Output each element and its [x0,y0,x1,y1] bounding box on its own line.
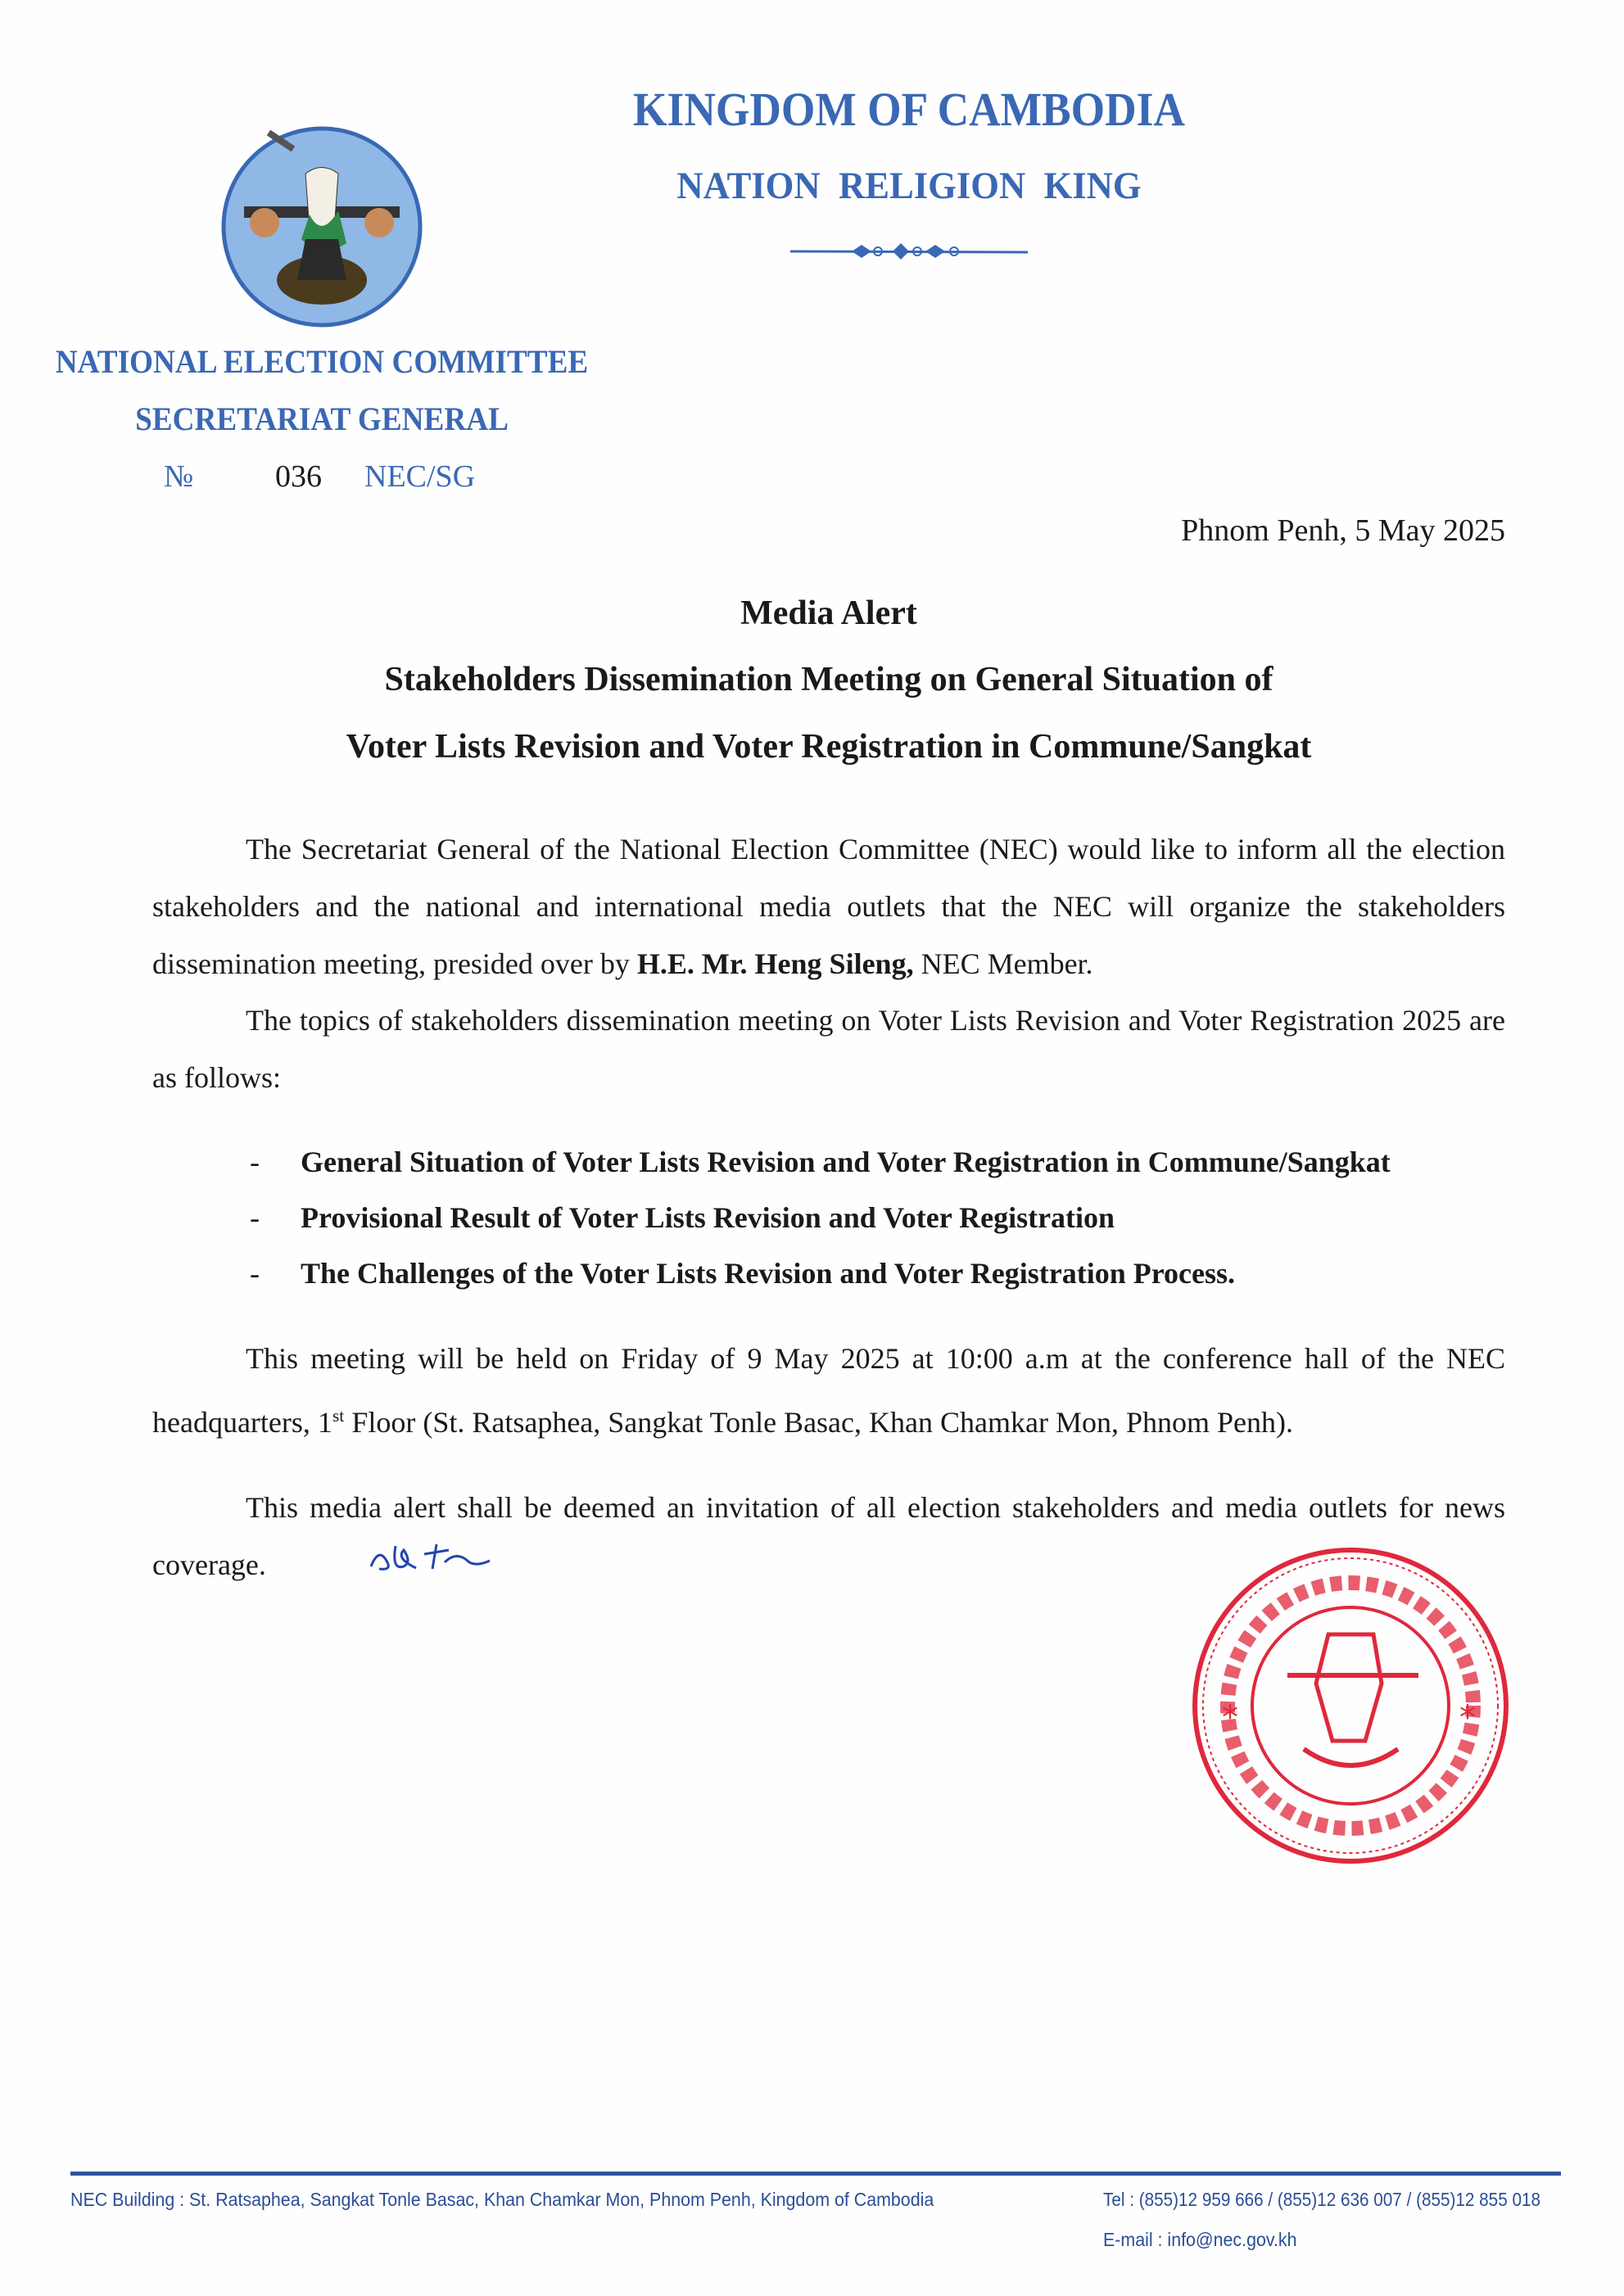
bullet-marker: - [250,1146,260,1178]
intro-text-end: NEC Member. [913,947,1093,980]
ordinal-suffix: st [332,1406,345,1426]
organization-name: NATIONAL ELECTION COMMITTEE [55,343,589,380]
subtitle-line-1: Stakeholders Dissemination Meeting on General Situation of [384,661,1273,698]
kingdom-heading: KINGDOM OF CAMBODIA [633,83,1185,136]
svg-text:*: * [1459,1699,1476,1737]
intro-text: The Secretariat General of the National Election Committee (NEC) would like to inform all the election stakeholders and the national and international media outlets that the NEC will organize the stakeholders dissemination meeting, presided over by [152,833,1505,980]
schedule-text: This meeting will be held on Friday of 9 May 2025 at 10:00 a.m at the conference hall of the NEC headquarters, 1 [152,1342,1505,1439]
ornament-divider-icon [786,239,1032,268]
ref-number: 036 [275,459,322,494]
svg-text:*: * [1222,1699,1238,1737]
national-motto: NATION RELIGION KING [676,165,1142,207]
footer-address: NEC Building : St. Ratsaphea, Sangkat Tonle Basac, Khan Chamkar Mon, Phnom Penh, Kingdom of Cambodia [70,2189,934,2210]
ref-symbol: № [164,459,194,494]
invitation-text: This media alert shall be deemed an invitation of all election stakeholders and media outlets for news coverage. [152,1491,1505,1581]
footer-telephone: Tel : (855)12 959 666 / (855)12 636 007 / (855)12 855 018 [1103,2189,1540,2210]
official-seal-stamp [1189,1544,1513,1872]
bullet-marker: - [250,1201,260,1234]
date-line: Phnom Penh, 5 May 2025 [1181,513,1505,548]
presider-name: H.E. Mr. Heng Sileng, [636,947,914,980]
subtitle-line-2: Voter Lists Revision and Voter Registration in Commune/Sangkat [346,728,1312,766]
schedule-text-end: Floor (St. Ratsaphea, Sangkat Tonle Basac, Khan Chamkar Mon, Phnom Penh). [344,1406,1293,1439]
ref-code: NEC/SG [364,459,476,494]
initials-signature-icon [274,1538,498,1598]
topic-text: General Situation of Voter Lists Revision and Voter Registration in Commune/Sangkat [301,1146,1391,1178]
document-title: Media Alert [740,594,917,632]
topic-text: The Challenges of the Voter Lists Revision and Voter Registration Process. [301,1257,1236,1290]
paragraph-schedule [152,1330,1505,1451]
department-name: SECRETARIAT GENERAL [135,400,509,437]
bullet-marker: - [250,1257,260,1290]
topic-text: Provisional Result of Voter Lists Revision and Voter Registration [301,1201,1115,1234]
footer-divider [70,2172,1561,2176]
paragraph-topics: The topics of stakeholders dissemination meeting on Voter Lists Revision and Voter Registration 2025 are as follows: [152,1004,1505,1094]
footer-email[interactable]: E-mail : info@nec.gov.kh [1103,2229,1297,2250]
nec-emblem-logo [219,124,424,333]
paragraph-intro [152,820,1505,992]
